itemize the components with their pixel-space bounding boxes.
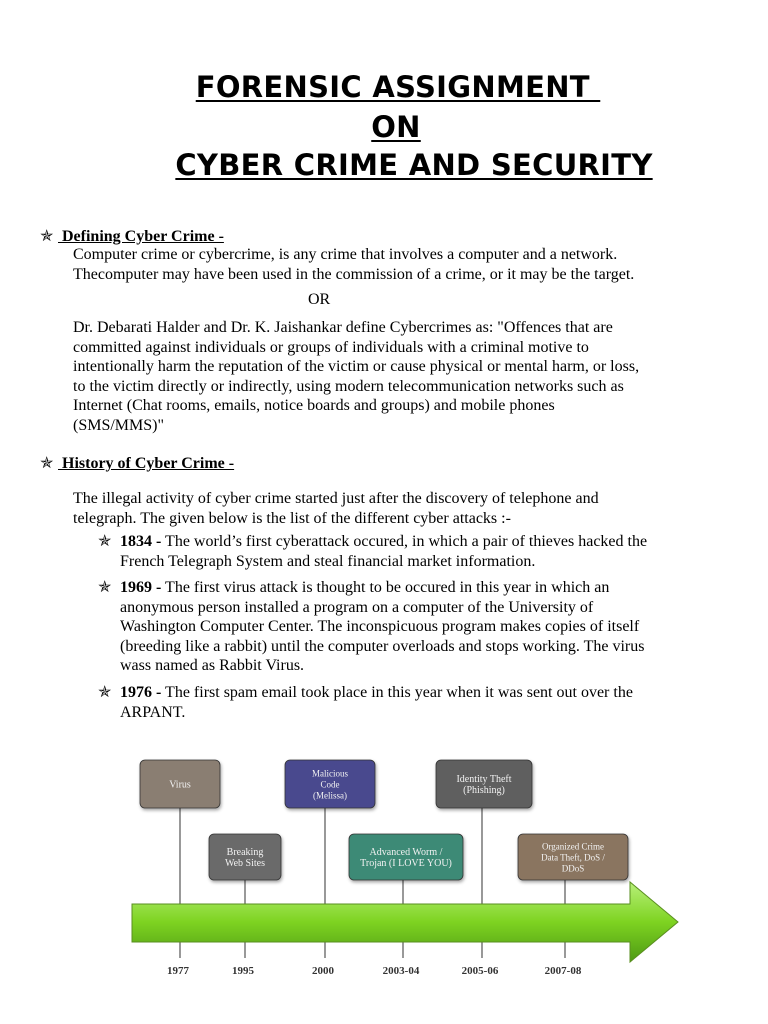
text-line: Thecomputer may have been used in the commission of a crime, or it may be the target. [73, 265, 635, 283]
timeline-event-label: Breaking [226, 847, 264, 858]
timeline-arrow [132, 882, 678, 962]
text-line: The illegal activity of cyber crime started just after the discovery of telephone and [73, 490, 599, 507]
timeline-event-label: DDoS [561, 863, 585, 874]
history-year: 1969 - [120, 579, 162, 596]
star-bullet-icon: ✯ [40, 228, 54, 245]
title-line-1: FORENSIC ASSIGNMENT [195, 70, 601, 104]
text-line: anonymous person installed a program on a computer of the University of [120, 598, 594, 616]
title-line-3: CYBER CRIME AND SECURITY [175, 148, 653, 182]
text-line: The world’s first cyberattack occured, in which a pair of thieves hacked the [161, 533, 648, 550]
cyber-crime-timeline-diagram [120, 750, 690, 985]
text-line: Internet (Chat rooms, emails, notice boards and groups) and mobile phones [73, 397, 555, 414]
timeline-event-label: (Melissa) [313, 790, 347, 801]
star-bullet-icon: ✯ [98, 684, 112, 701]
text-line: intentionally harm the reputation of the victim or cause physical or mental harm, or loss, [73, 358, 640, 375]
history-year: 1834 - [120, 533, 162, 550]
title-line-2: ON [371, 110, 421, 144]
text-line: (SMS/MMS)" [73, 416, 165, 434]
text-line: Dr. Debarati Halder and Dr. K. Jaishankar define Cybercrimes as: "Offences that are [73, 319, 613, 336]
history-intro-paragraph [73, 489, 723, 528]
timeline-year-label: 2005-06 [461, 965, 499, 977]
timeline-event-label: Malicious [312, 768, 348, 779]
timeline-event-label: Advanced Worm / [369, 847, 443, 858]
definition-paragraph [73, 245, 723, 284]
text-line: (breeding like a rabbit) until the computer overloads and stops working. The virus [120, 637, 645, 655]
text-line: wass named as Rabbit Virus. [120, 657, 305, 674]
star-bullet-icon: ✯ [98, 533, 112, 550]
timeline-event-label: Web Sites [224, 858, 266, 869]
or-separator: OR [308, 291, 331, 308]
timeline-year-label: 1977 [167, 965, 189, 977]
star-bullet-icon: ✯ [98, 579, 112, 596]
text-line: Computer crime or cybercrime, is any crime that involves a computer and a network. [73, 246, 618, 263]
timeline-event-label: Identity Theft [456, 774, 512, 785]
text-line: The first spam email took place in this year when it was sent out over the [161, 684, 633, 701]
text-line: telegraph. The given below is the list of the different cyber attacks :- [73, 509, 511, 527]
text-line: The first virus attack is thought to be occured in this year in which an [161, 579, 610, 596]
timeline-event-label: Data Theft, DoS / [541, 852, 605, 863]
text-line: French Telegraph System and steal financial market information. [120, 552, 536, 570]
timeline-event-label: Organized Crime [541, 841, 605, 852]
star-bullet-icon: ✯ [40, 455, 54, 472]
section-heading-text: Defining Cyber Crime - [58, 228, 224, 245]
text-line: committed against individuals or groups of individuals with a criminal motive to [73, 338, 589, 356]
text-line: Washington Computer Center. The inconspicuous program makes copies of itself [120, 618, 640, 635]
timeline-year-label: 2000 [312, 965, 334, 977]
timeline-year-label: 2007-08 [544, 965, 582, 977]
timeline-year-label: 2003-04 [382, 965, 420, 977]
history-year: 1976 - [120, 684, 162, 701]
timeline-event-label: Code [320, 779, 340, 790]
definition-quote-paragraph [73, 318, 723, 435]
text-line: to the victim directly or indirectly, using modern telecommunication networks such as [73, 377, 624, 395]
section-heading-text: History of Cyber Crime - [58, 455, 235, 472]
text-line: ARPANT. [120, 703, 186, 721]
timeline-event-label: Trojan (I LOVE YOU) [360, 858, 452, 869]
timeline-event-label: (Phishing) [463, 785, 505, 796]
section-heading-defining [40, 226, 224, 246]
timeline-year-label: 1995 [232, 965, 254, 977]
timeline-event-label: Virus [169, 779, 191, 791]
section-heading-history [40, 453, 234, 473]
